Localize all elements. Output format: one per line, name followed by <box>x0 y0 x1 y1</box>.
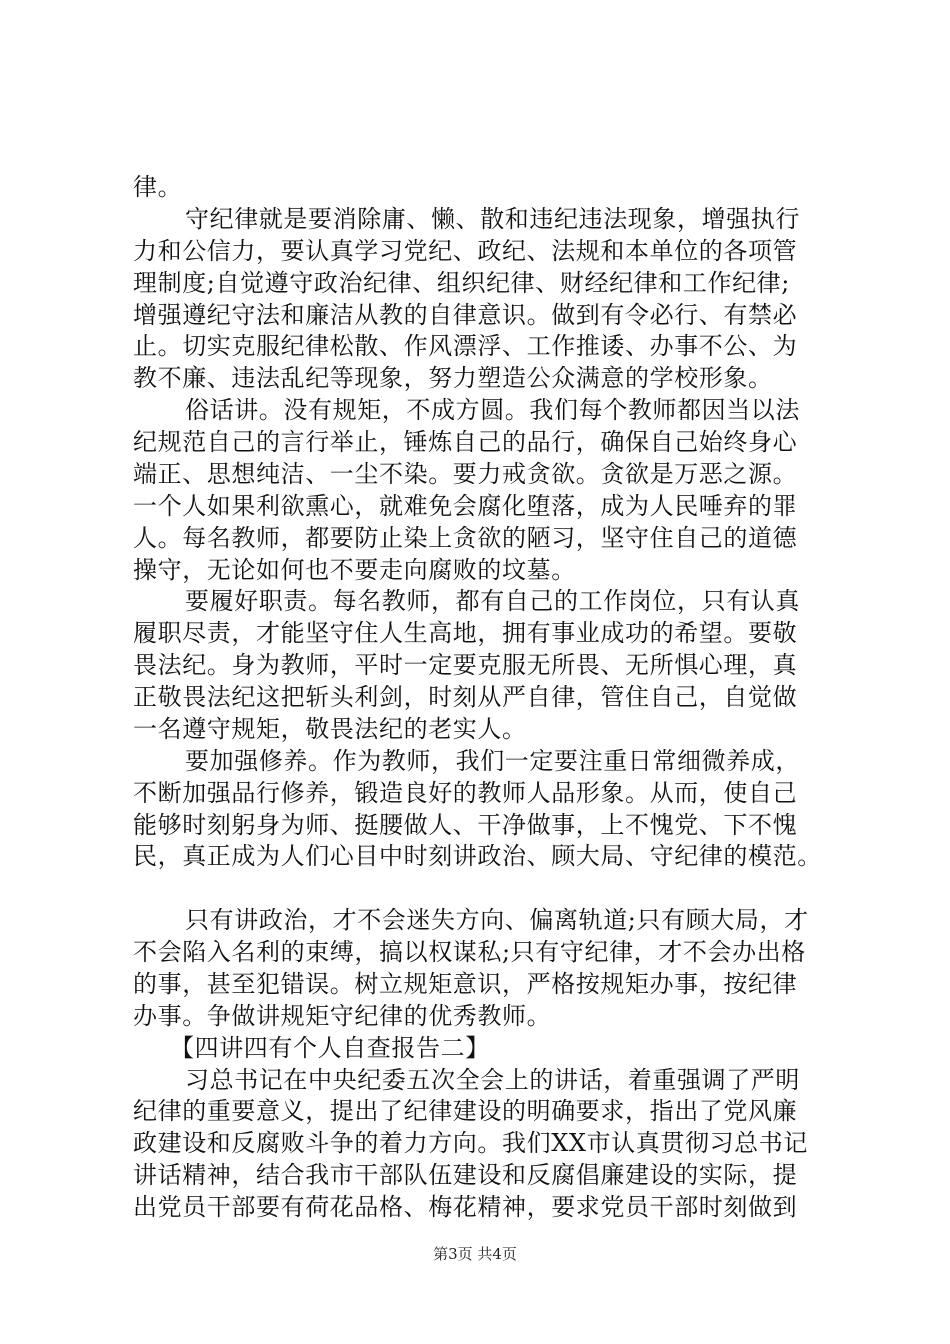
text-line: 不会陷入名利的束缚，搞以权谋私;只有守纪律，才不会办出格 <box>133 938 806 966</box>
paragraph-first-line: 习总书记在中央纪委五次全会上的讲话，着重强调了严明 <box>185 1066 800 1094</box>
paragraph-first-line: 守纪律就是要消除庸、懒、散和违纪违法现象，增强执行 <box>185 205 800 233</box>
text-line: 律。 <box>133 173 183 201</box>
text-line: 纪规范自己的言行举止，锤炼自己的品行，确保自己始终身心 <box>133 428 798 456</box>
text-line: 讲话精神，结合我市干部队伍建设和反腐倡廉建设的实际，提 <box>133 1161 798 1189</box>
text-line: 纪律的重要意义，提出了纪律建设的明确要求，指出了党风廉 <box>133 1097 798 1125</box>
text-line: 教不廉、违法乱纪等现象，努力塑造公众满意的学校形象。 <box>133 364 773 392</box>
text-line: 止。切实克服纪律松散、作风漂浮、工作推诿、办事不公、为 <box>133 332 798 360</box>
text-line: 人。每名教师，都要防止染上贪欲的陋习，坚守住自己的道德 <box>133 524 798 552</box>
text-line: 不断加强品行修养，锻造良好的教师人品形象。从而，使自己 <box>133 779 798 807</box>
paragraph-first-line: 只有讲政治，才不会迷失方向、偏离轨道;只有顾大局，才 <box>185 906 809 934</box>
text-line: 力和公信力，要认真学习党纪、政纪、法规和本单位的各项管 <box>133 237 798 265</box>
text-line: 的事，甚至犯错误。树立规矩意识，严格按规矩办事，按纪律 <box>133 970 798 998</box>
paragraph-first-line: 要履好职责。每名教师，都有自己的工作岗位，只有认真 <box>185 587 800 615</box>
text-line: 政建设和反腐败斗争的着力方向。我们XX市认真贯彻习总书记 <box>133 1129 808 1157</box>
text-line: 民，真正成为人们心目中时刻讲政治、顾大局、守纪律的模范。 <box>133 842 822 870</box>
text-line: 履职尽责，才能坚守住人生高地，拥有事业成功的希望。要敬 <box>133 619 798 647</box>
text-line: 一个人如果利欲熏心，就难免会腐化堕落，成为人民唾弃的罪 <box>133 492 798 520</box>
text-line: 端正、思想纯洁、一尘不染。要力戒贪欲。贪欲是万恶之源。 <box>133 460 798 488</box>
page-number-footer: 第3页 共4页 <box>433 1245 517 1263</box>
text-line: 畏法纪。身为教师，平时一定要克服无所畏、无所惧心理，真 <box>133 651 798 679</box>
paragraph-first-line: 俗话讲。没有规矩，不成方圆。我们每个教师都因当以法 <box>185 396 800 424</box>
text-line: 操守，无论如何也不要走向腐败的坟墓。 <box>133 556 576 584</box>
text-line: 理制度;自觉遵守政治纪律、组织纪律、财经纪律和工作纪律; <box>133 269 790 297</box>
text-line: 一名遵守规矩，敬畏法纪的老实人。 <box>133 715 527 743</box>
text-line: 出党员干部要有荷花品格、梅花精神，要求党员干部时刻做到 <box>133 1193 798 1221</box>
text-line: 正敬畏法纪这把斩头利剑，时刻从严自律，管住自己，自觉做 <box>133 683 798 711</box>
text-line: 办事。争做讲规矩守纪律的优秀教师。 <box>133 1002 552 1030</box>
text-line: 增强遵纪守法和廉洁从教的自律意识。做到有令必行、有禁必 <box>133 301 798 329</box>
text-line: 能够时刻躬身为师、挺腰做人、干净做事，上不愧党、下不愧 <box>133 811 798 839</box>
paragraph-first-line: 要加强修养。作为教师，我们一定要注重日常细微养成， <box>185 747 800 775</box>
section-heading: 【四讲四有个人自查报告二】 <box>170 1034 490 1062</box>
